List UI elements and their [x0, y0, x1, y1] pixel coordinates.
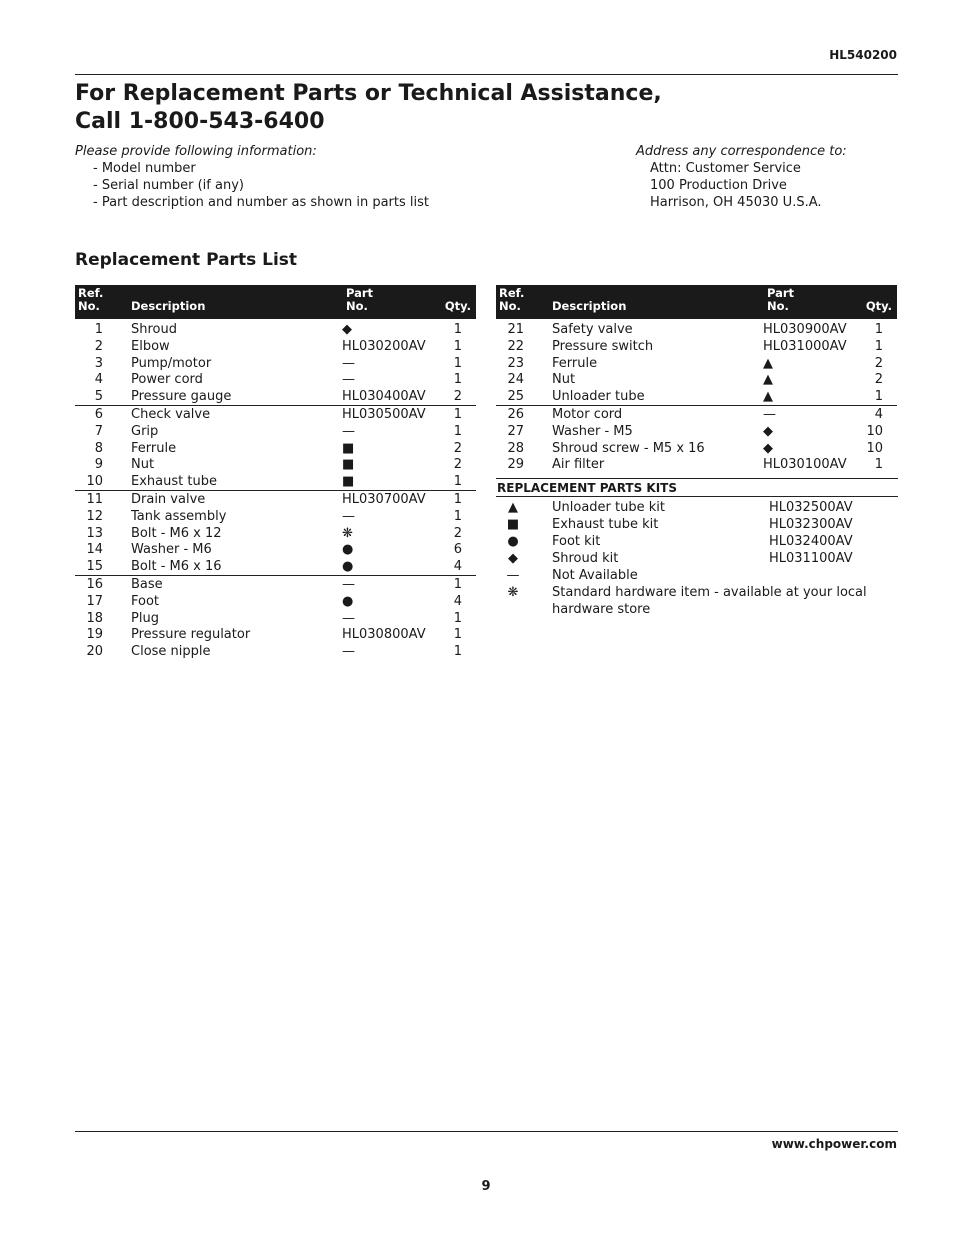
table-body	[496, 319, 897, 473]
description-cell: Air filter	[552, 457, 605, 473]
description-cell: Tank assembly	[131, 508, 227, 524]
kit-description: Exhaust tube kit	[552, 517, 659, 532]
table-row	[75, 355, 476, 372]
ref-cell: 9	[94, 457, 103, 473]
row-group	[75, 321, 476, 406]
part-number-cell: HL030400AV	[342, 389, 426, 405]
address-intro: Address any correspondence to:	[636, 144, 847, 159]
ref-cell: 22	[507, 338, 524, 354]
description-cell: Bolt - M6 x 16	[131, 559, 222, 575]
table-row	[75, 440, 476, 457]
part-number-cell: HL031000AV	[763, 338, 847, 354]
qty-cell: 1	[453, 372, 462, 388]
header-ref-line2: No.	[499, 299, 521, 313]
description-cell: Grip	[131, 423, 159, 439]
ref-cell: 29	[507, 457, 524, 473]
part-number-cell: ❋	[342, 525, 353, 541]
table-row	[75, 473, 476, 490]
header-description: Description	[131, 299, 206, 313]
table-row	[75, 338, 476, 355]
qty-cell: 1	[453, 474, 462, 490]
description-cell: Shroud	[131, 322, 177, 337]
description-cell: Check valve	[131, 406, 211, 422]
table-body	[75, 319, 476, 660]
qty-cell: 1	[874, 322, 883, 337]
description-cell: Plug	[131, 610, 159, 626]
description-cell: Shroud screw - M5 x 16	[552, 440, 705, 456]
table-row	[496, 338, 897, 355]
kit-description: Unloader tube kit	[552, 500, 665, 515]
ref-cell: 15	[86, 559, 103, 575]
qty-cell: 2	[453, 440, 462, 456]
page-number: 9	[481, 1179, 491, 1194]
ref-cell: 7	[94, 423, 103, 439]
header-ref-line2: No.	[78, 299, 100, 313]
description-cell: Nut	[131, 457, 155, 473]
page-title	[75, 80, 662, 136]
kit-description: Shroud kit	[552, 551, 619, 566]
table-row	[75, 541, 476, 558]
qty-cell: 1	[453, 322, 462, 337]
kit-part-number: HL032300AV	[769, 517, 853, 532]
qty-cell: 1	[453, 338, 462, 354]
header-part	[767, 287, 794, 313]
table-row	[496, 321, 897, 338]
part-number-cell: HL030900AV	[763, 322, 847, 337]
description-cell: Bolt - M6 x 12	[131, 525, 222, 541]
qty-cell: 1	[453, 627, 462, 643]
description-cell: Elbow	[131, 338, 170, 354]
table-row	[75, 593, 476, 610]
description-cell: Close nipple	[131, 644, 211, 660]
table-row	[75, 576, 476, 593]
ref-cell: 6	[94, 406, 103, 422]
kit-part-number: HL031100AV	[769, 551, 853, 566]
qty-cell: 1	[874, 338, 883, 354]
ref-cell: 1	[94, 322, 103, 337]
description-cell: Washer - M6	[131, 542, 212, 558]
table-header	[496, 285, 897, 319]
description-cell: Motor cord	[552, 406, 623, 422]
ref-cell: 20	[86, 644, 103, 660]
header-description: Description	[552, 299, 627, 313]
kit-part-number: HL032500AV	[769, 500, 853, 515]
top-rule	[75, 74, 898, 75]
table-row	[496, 456, 897, 473]
info-intro: Please provide following information:	[75, 144, 317, 159]
table-row	[75, 643, 476, 660]
part-number-cell: —	[763, 406, 776, 422]
kit-symbol: ▲	[508, 500, 518, 515]
model-number: HL540200	[829, 48, 897, 62]
correspondence-address	[636, 143, 847, 211]
description-cell: Pump/motor	[131, 355, 212, 371]
qty-cell: 2	[453, 457, 462, 473]
kit-description: Not Available	[552, 568, 638, 583]
table-row	[496, 355, 897, 372]
table-row	[75, 371, 476, 388]
info-requirements	[75, 143, 429, 211]
title-line-2: Call 1-800-543-6400	[75, 109, 325, 134]
part-number-cell: ◆	[763, 440, 773, 456]
qty-cell: 1	[453, 576, 462, 592]
ref-cell: 13	[86, 525, 103, 541]
section-title: Replacement Parts List	[75, 250, 298, 270]
kit-symbol: —	[506, 568, 520, 583]
bottom-rule	[75, 1131, 898, 1132]
qty-cell: 2	[874, 355, 883, 371]
ref-cell: 24	[507, 372, 524, 388]
info-item: - Serial number (if any)	[93, 178, 244, 193]
part-number-cell: ▲	[763, 372, 773, 388]
qty-cell: 1	[453, 508, 462, 524]
ref-cell: 5	[94, 389, 103, 405]
row-group	[75, 491, 476, 576]
kits-title: REPLACEMENT PARTS KITS	[496, 478, 898, 497]
description-cell: Washer - M5	[552, 423, 633, 439]
part-number-cell: HL030800AV	[342, 627, 426, 643]
ref-cell: 28	[507, 440, 524, 456]
description-cell: Ferrule	[552, 355, 598, 371]
table-row	[75, 406, 476, 423]
ref-cell: 11	[86, 491, 103, 507]
qty-cell: 1	[453, 423, 462, 439]
title-line-1: For Replacement Parts or Technical Assistance,	[75, 81, 662, 106]
description-cell: Drain valve	[131, 491, 206, 507]
header-qty: Qty.	[444, 299, 471, 313]
qty-cell: 10	[866, 423, 883, 439]
qty-cell: 2	[453, 525, 462, 541]
table-row	[496, 388, 897, 405]
ref-cell: 23	[507, 355, 524, 371]
header-part-line1: Part	[346, 286, 374, 300]
part-number-cell: HL030500AV	[342, 406, 426, 422]
description-cell: Foot	[131, 593, 160, 609]
list-item	[496, 516, 898, 533]
replacement-kits	[496, 478, 898, 618]
kits-list	[496, 497, 898, 618]
table-row	[75, 423, 476, 440]
part-number-cell: ■	[342, 457, 355, 473]
table-row	[75, 558, 476, 575]
parts-table-left	[75, 285, 476, 660]
row-group	[496, 406, 897, 473]
description-cell: Power cord	[131, 372, 203, 388]
header-ref-line1: Ref.	[78, 286, 104, 300]
parts-table-right	[496, 285, 897, 473]
description-cell: Exhaust tube	[131, 474, 217, 490]
row-group	[496, 321, 897, 406]
part-number-cell: —	[342, 576, 355, 592]
part-number-cell: —	[342, 508, 355, 524]
ref-cell: 16	[86, 576, 103, 592]
part-number-cell: ●	[342, 593, 354, 609]
part-number-cell: ■	[342, 440, 355, 456]
header-qty: Qty.	[865, 299, 892, 313]
header-part-line2: No.	[767, 299, 789, 313]
ref-cell: 12	[86, 508, 103, 524]
part-number-cell: —	[342, 644, 355, 660]
kit-part-number: HL032400AV	[769, 534, 853, 549]
qty-cell: 1	[453, 610, 462, 626]
part-number-cell: HL030200AV	[342, 338, 426, 354]
part-number-cell: HL030100AV	[763, 457, 847, 473]
table-row	[496, 406, 897, 423]
ref-cell: 8	[94, 440, 103, 456]
address-line: Attn: Customer Service	[650, 161, 801, 176]
header-part-line2: No.	[346, 299, 368, 313]
ref-cell: 3	[94, 355, 103, 371]
qty-cell: 1	[453, 644, 462, 660]
kit-description: Foot kit	[552, 534, 601, 549]
address-line: 100 Production Drive	[650, 178, 787, 193]
header-ref-line1: Ref.	[499, 286, 525, 300]
row-group	[75, 576, 476, 660]
table-row	[496, 371, 897, 388]
ref-cell: 21	[507, 322, 524, 337]
description-cell: Ferrule	[131, 440, 177, 456]
ref-cell: 14	[86, 542, 103, 558]
qty-cell: 4	[453, 559, 462, 575]
qty-cell: 1	[453, 491, 462, 507]
header-part-line1: Part	[767, 286, 795, 300]
description-cell: Pressure gauge	[131, 389, 232, 405]
kit-symbol: ■	[506, 517, 520, 532]
description-cell: Base	[131, 576, 163, 592]
ref-cell: 4	[94, 372, 103, 388]
part-number-cell: ●	[342, 559, 354, 575]
list-item	[496, 533, 898, 550]
table-row	[75, 525, 476, 542]
ref-cell: 19	[86, 627, 103, 643]
kit-symbol: ◆	[508, 551, 518, 566]
kit-symbol: ●	[507, 534, 519, 549]
description-cell: Pressure switch	[552, 338, 654, 354]
description-cell: Safety valve	[552, 322, 633, 337]
qty-cell: 2	[874, 372, 883, 388]
row-group	[75, 406, 476, 491]
info-item: - Part description and number as shown in parts list	[93, 195, 429, 210]
list-item	[496, 499, 898, 516]
description-cell: Pressure regulator	[131, 627, 251, 643]
table-row	[496, 440, 897, 457]
qty-cell: 6	[453, 542, 462, 558]
ref-cell: 25	[507, 389, 524, 405]
website-url: www.chpower.com	[771, 1137, 897, 1151]
header-ref	[499, 287, 524, 313]
table-row	[75, 388, 476, 405]
part-number-cell: ●	[342, 542, 354, 558]
part-number-cell: ▲	[763, 355, 773, 371]
table-row	[75, 610, 476, 627]
description-cell: Nut	[552, 372, 576, 388]
part-number-cell: ▲	[763, 389, 773, 405]
ref-cell: 18	[86, 610, 103, 626]
part-number-cell: ■	[342, 474, 355, 490]
table-row	[75, 626, 476, 643]
part-number-cell: ◆	[342, 322, 352, 337]
table-row	[75, 491, 476, 508]
part-number-cell: —	[342, 355, 355, 371]
ref-cell: 10	[86, 474, 103, 490]
part-number-cell: HL030700AV	[342, 491, 426, 507]
table-row	[75, 508, 476, 525]
ref-cell: 2	[94, 338, 103, 354]
part-number-cell: ◆	[763, 423, 773, 439]
qty-cell: 1	[453, 406, 462, 422]
kit-symbol: ❋	[507, 585, 519, 600]
table-row	[75, 456, 476, 473]
list-item	[496, 584, 898, 618]
qty-cell: 4	[453, 593, 462, 609]
part-number-cell: —	[342, 610, 355, 626]
ref-cell: 17	[86, 593, 103, 609]
list-item	[496, 567, 898, 584]
qty-cell: 1	[453, 355, 462, 371]
table-row	[496, 423, 897, 440]
qty-cell: 1	[874, 389, 883, 405]
part-number-cell: —	[342, 423, 355, 439]
info-item: - Model number	[93, 161, 196, 176]
ref-cell: 27	[507, 423, 524, 439]
address-line: Harrison, OH 45030 U.S.A.	[650, 195, 822, 210]
description-cell: Unloader tube	[552, 389, 645, 405]
header-part	[346, 287, 373, 313]
ref-cell: 26	[507, 406, 524, 422]
part-number-cell: —	[342, 372, 355, 388]
table-header	[75, 285, 476, 319]
qty-cell: 2	[453, 389, 462, 405]
kit-description: Standard hardware item - available at your local hardware store	[552, 585, 867, 617]
list-item	[496, 550, 898, 567]
header-ref	[78, 287, 103, 313]
table-row	[75, 321, 476, 338]
qty-cell: 4	[874, 406, 883, 422]
qty-cell: 10	[866, 440, 883, 456]
qty-cell: 1	[874, 457, 883, 473]
